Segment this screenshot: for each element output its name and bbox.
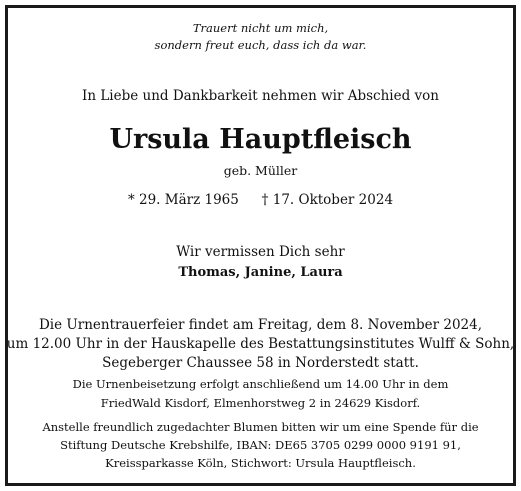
verse-line-1: Trauert nicht um mich, <box>192 21 329 35</box>
donation-line-1: Anstelle freundlich zugedachter Blumen bitten wir um eine Spende für die <box>42 420 479 434</box>
donation-line-2: Stiftung Deutsche Krebshilfe, IBAN: DE65 3705 0299 0000 9191 91, <box>60 438 461 452</box>
mourner-names: Thomas, Janine, Laura <box>178 265 343 280</box>
cross-symbol: † <box>261 192 269 208</box>
birth-date: * 29. März 1965 <box>127 192 239 208</box>
life-dates <box>0 192 521 208</box>
birth-name: geb. Müller <box>223 163 298 178</box>
donation-line-3: Kreissparkasse Köln, Stichwort: Ursula Hauptfleisch. <box>105 456 416 470</box>
mourning-line: Wir vermissen Dich sehr <box>176 244 345 260</box>
burial-line-2: FriedWald Kisdorf, Elmenhorstweg 2 in 24629 Kisdorf. <box>100 396 421 410</box>
burial-line-1: Die Urnenbeisetzung erfolgt anschließend um 14.00 Uhr in dem <box>72 377 449 391</box>
ceremony-line-3: Segeberger Chaussee 58 in Norderstedt statt. <box>102 355 419 371</box>
intro-text: In Liebe und Dankbarkeit nehmen wir Abschied von <box>82 88 439 104</box>
ceremony-line-2: um 12.00 Uhr in der Hauskapelle des Bestattungsinstitutes Wulff & Sohn, <box>6 336 515 352</box>
death-date: 17. Oktober 2024 <box>272 192 394 208</box>
ceremony-line-1: Die Urnentrauerfeier findet am Freitag, dem 8. November 2024, <box>38 317 483 333</box>
deceased-name: Ursula Hauptfleisch <box>109 124 412 155</box>
verse-line-2: sondern freut euch, dass ich da war. <box>154 38 367 52</box>
